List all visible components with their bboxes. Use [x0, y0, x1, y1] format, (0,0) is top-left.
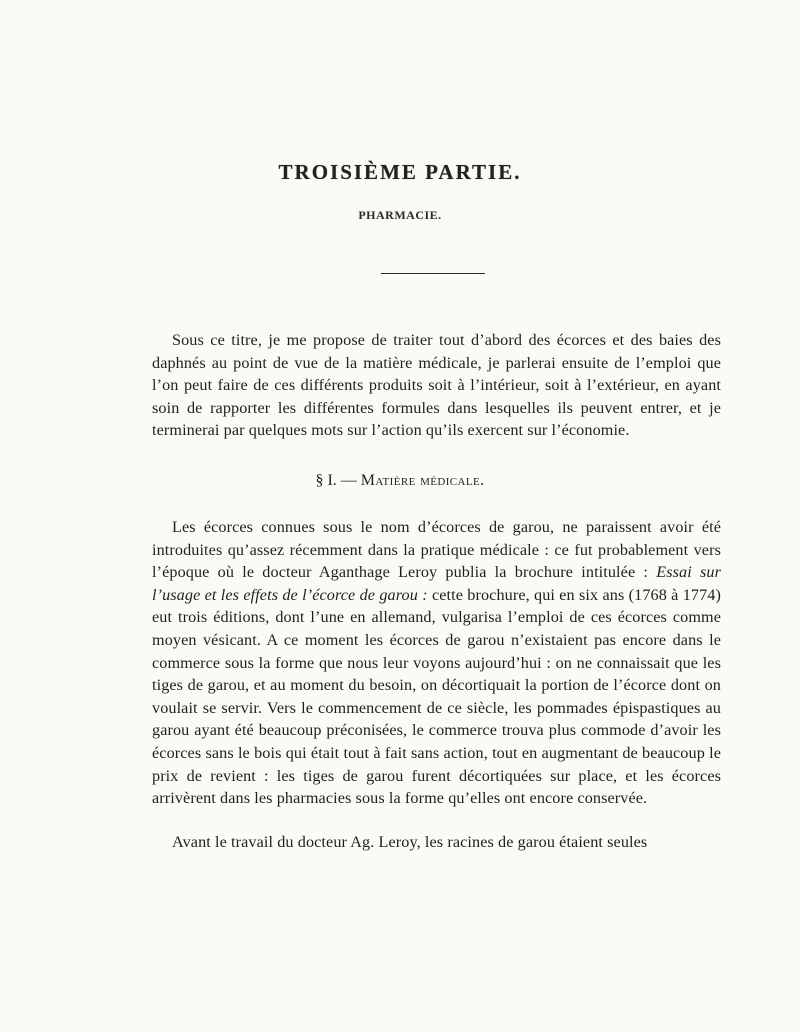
intro-paragraph: Sous ce titre, je me propose de traiter tout d’abord des écorces et des baies des daphnés au point de vue de la matière médicale, je parlerai ensuite de l’emploi que l’on peut faire de ces différents produits soit à l’intérieur, soit à l’extérieur, en ayant soin de rapporter les différentes formules dans lesquelles ils peuvent entrer, et je terminerai par quelques mots sur l’action qu’ils exercent sur l’économie.: [152, 331, 721, 440]
divider-rule: [381, 273, 485, 274]
body-paragraph-2: [152, 516, 721, 810]
section-number: § I. —: [315, 472, 357, 489]
section-title: Matière médicale.: [360, 472, 485, 489]
section-heading: [0, 472, 800, 490]
part-title: TROISIÈME PARTIE.: [278, 160, 522, 184]
paragraph-2-part-2: cette brochure, qui en six ans (1768 à 1774) eut trois éditions, dont l’une en allemand, vulgarisa l’emploi de ces écorces comme moyen vésicant. A ce moment les écorces de garou n’existaient pas encore dans le commerce sous la forme que nous leur voyons aujourd’hui : on ne connaissait que les tiges de garou, et au moment du besoin, on décortiquait la portion de l’écorce dont on voulait se servir. Vers le commencement de ce siècle, les pommades épispastiques au garou ayant été beaucoup préconisées, le commerce trouva plus commode d’avoir les écorces sans le bois qui était tout à fait sans action, tout en augmentant de beaucoup le prix de revient : les tiges de garou furent décortiquées sur place, et les écorces arrivèrent dans les pharmacies sous la forme qu’elles ont encore conservée.: [152, 585, 721, 808]
body-paragraph-3: Avant le travail du docteur Ag. Leroy, les racines de garou étaient seules: [172, 833, 648, 851]
part-subtitle: PHARMACIE.: [358, 208, 442, 222]
book-title-italic: Essai sur l’usage et les effets de l’écorce de garou :: [152, 563, 722, 604]
paragraph-2-part-1: Les écorces connues sous le nom d’écorces de garou, ne paraissent avoir été introduites qu’assez récemment dans la pratique médicale : ce fut probablement vers l’époque où le docteur Aganthage Leroy publia la brochure intitulée :: [152, 518, 721, 582]
